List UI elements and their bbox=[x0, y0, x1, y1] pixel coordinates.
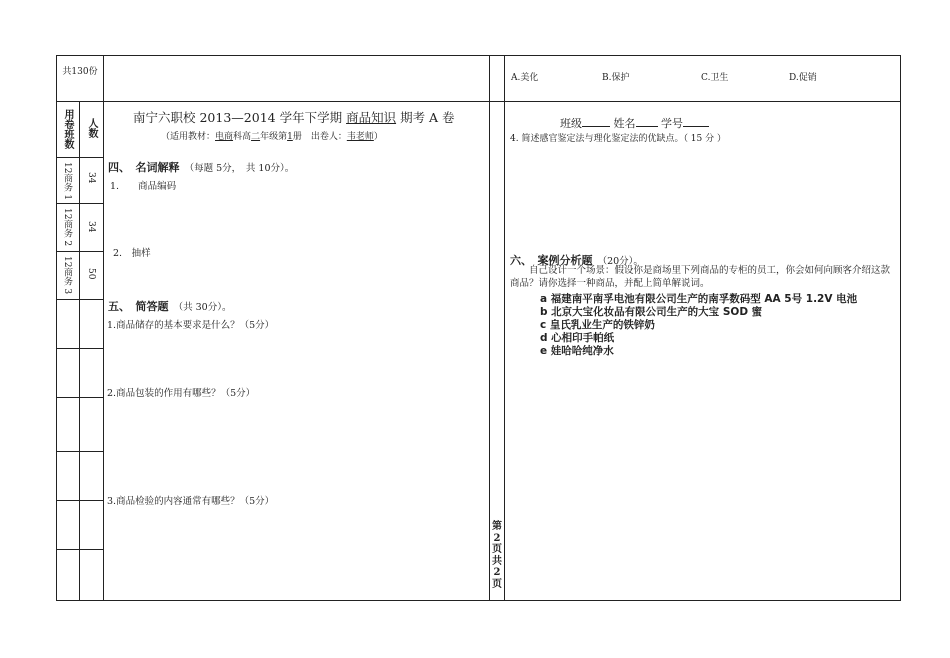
class-name: 12商务 3 bbox=[62, 256, 72, 295]
class-field-label: 班级 bbox=[560, 117, 582, 130]
meta-text: （适用教材： bbox=[161, 132, 216, 142]
center-divider-right bbox=[504, 55, 505, 601]
left-col-row-line bbox=[56, 397, 103, 398]
meta-grade: 二 bbox=[251, 132, 261, 142]
option-c: C.卫生 bbox=[701, 73, 729, 83]
exam-title bbox=[133, 108, 455, 126]
left-col-divider-1 bbox=[79, 101, 80, 601]
exam-subject: 商品知识 bbox=[346, 110, 397, 125]
top-row-divider bbox=[56, 101, 901, 102]
student-id-field-line[interactable] bbox=[683, 126, 709, 127]
option-b: B.保护 bbox=[602, 73, 630, 83]
question-term-2: 2. 抽样 bbox=[113, 248, 151, 259]
section-4-heading bbox=[108, 156, 294, 175]
class-name: 12商务 1 bbox=[62, 162, 72, 201]
section-6-score: （20分）。 bbox=[597, 256, 643, 267]
short-question-2: 2.商品包装的作用有哪些？（5分） bbox=[107, 388, 256, 399]
left-col-row-line bbox=[56, 251, 103, 252]
left-col-row-line bbox=[56, 203, 103, 204]
case-item-a: a 福建南平南孚电池有限公司生产的南孚数码型 AA 5号 1.2V 电池 bbox=[540, 293, 858, 305]
question-4: 4. 简述感官鉴定法与理化鉴定法的优缺点。（ 15 分 ） bbox=[510, 134, 726, 144]
question-term-1: 1. 商品编码 bbox=[110, 181, 177, 192]
case-item-c: c 皇氏乳业生产的铁锌奶 bbox=[540, 319, 655, 331]
meta-author: 韦老师 bbox=[346, 132, 374, 142]
meta-text: 年级第 bbox=[260, 132, 288, 142]
option-a: A.美化 bbox=[511, 73, 539, 83]
meta-text: 册 出卷人： bbox=[292, 132, 347, 142]
short-question-3: 3.商品检验的内容通常有哪些？（5分） bbox=[107, 496, 275, 507]
exam-type: 期考 A 卷 bbox=[400, 110, 455, 125]
section-5-title: 五、 简答题 bbox=[108, 300, 169, 313]
class-count: 50 bbox=[86, 268, 96, 280]
left-col-divider-2 bbox=[103, 55, 104, 601]
exam-school-term: 南宁六职校 2013—2014 学年下学期 bbox=[133, 110, 343, 125]
class-name: 12商务 2 bbox=[62, 208, 72, 247]
meta-text: 科高 bbox=[233, 132, 252, 142]
name-field-label: 姓名 bbox=[613, 117, 636, 130]
class-field-line[interactable] bbox=[582, 126, 610, 127]
center-divider-left bbox=[489, 55, 490, 601]
page-number: 第2页共2页 bbox=[492, 521, 502, 590]
section-4-title: 四、 名词解释 bbox=[108, 161, 180, 174]
left-col-row-line bbox=[56, 451, 103, 452]
header-student-count: 人数 bbox=[86, 118, 97, 138]
case-item-d: d 心相印手帕纸 bbox=[540, 332, 615, 344]
class-count: 34 bbox=[86, 221, 96, 233]
case-item-e: e 娃哈哈纯净水 bbox=[540, 345, 614, 357]
section-6-intro: 自己设计一个场景：假设你是商场里下列商品的专柜的员工，你会如何向顾客介绍这款商品？请你选择一种商品，并配上简单解说词。 bbox=[510, 265, 891, 289]
meta-text: ） bbox=[373, 132, 383, 142]
header-usage-classes: 用卷班数 bbox=[62, 109, 73, 149]
meta-major: 电商 bbox=[215, 132, 234, 142]
left-col-row-line bbox=[56, 549, 103, 550]
student-id-field-label: 学号 bbox=[661, 117, 683, 130]
section-6-title: 六、 案例分析题 bbox=[510, 254, 593, 267]
section-5-score: （共 30分）。 bbox=[173, 302, 232, 313]
exam-meta bbox=[161, 129, 383, 142]
student-info bbox=[560, 115, 709, 131]
name-field-line[interactable] bbox=[636, 126, 658, 127]
class-count: 34 bbox=[86, 172, 96, 184]
left-col-row-line bbox=[56, 157, 103, 158]
copies-label: 共130份 bbox=[62, 67, 98, 77]
meta-book: 1 bbox=[287, 132, 293, 142]
short-question-1: 1.商品储存的基本要求是什么？（5分） bbox=[107, 320, 275, 331]
section-5-heading bbox=[108, 295, 231, 314]
case-item-b: b 北京大宝化妆品有限公司生产的大宝 SOD 蜜 bbox=[540, 306, 763, 318]
left-col-row-line bbox=[56, 500, 103, 501]
left-col-row-line bbox=[56, 299, 103, 300]
option-d: D.促销 bbox=[789, 73, 817, 83]
section-4-score: （每题 5分， 共 10分）。 bbox=[184, 163, 295, 174]
left-col-row-line bbox=[56, 348, 103, 349]
